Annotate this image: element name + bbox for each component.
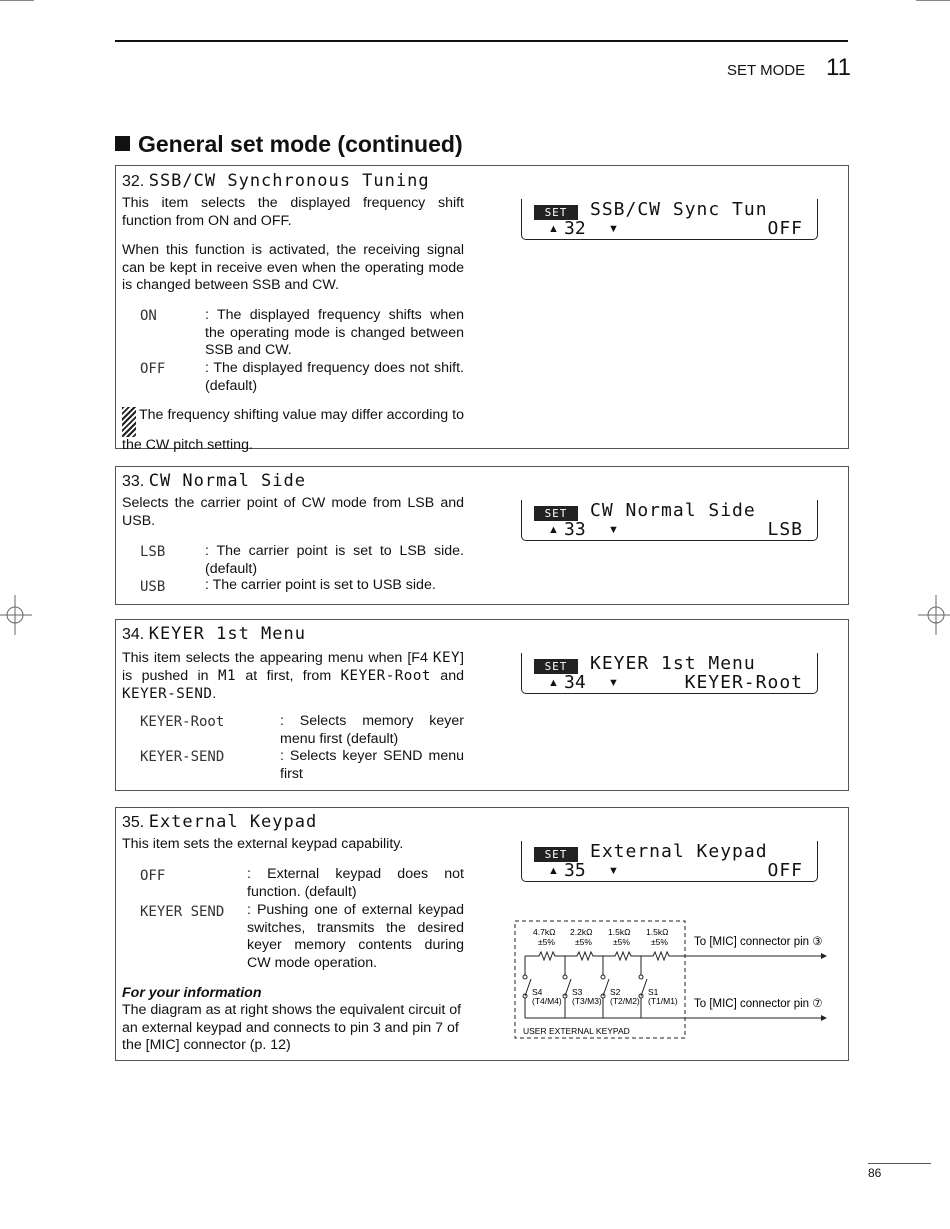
lcd-value: LSB: [767, 519, 803, 540]
item-34-p1: [122, 649, 464, 703]
r1-label: 4.7kΩ: [533, 927, 556, 937]
r1-tol: ±5%: [538, 937, 555, 947]
item-32-p1: This item selects the displayed frequency shift function from ON and OFF.: [122, 195, 464, 229]
lcd-line1: SSB/CW Sync Tun: [590, 199, 768, 220]
up-arrow-icon: ▲: [548, 223, 559, 235]
p1-send-label: KEYER-SEND: [122, 686, 213, 702]
s2-sub: (T2/M2): [610, 996, 640, 1006]
lcd-value: OFF: [767, 860, 803, 881]
item-35-opt1-desc: : External keypad does not function. (default): [247, 866, 464, 900]
p1-m1-label: M1: [217, 668, 237, 684]
down-arrow-icon: ▼: [608, 524, 619, 536]
arrow-icon-pin3: [821, 953, 827, 959]
header-section: SET MODE: [727, 62, 806, 79]
r3-tol: ±5%: [613, 937, 630, 947]
r4-tol: ±5%: [651, 937, 668, 947]
item-32-heading: [122, 173, 430, 191]
item-34-opt2-desc: : Selects keyer SEND menu first: [280, 748, 464, 782]
lcd-item-number: 35: [564, 860, 586, 881]
r2-label: 2.2kΩ: [570, 927, 593, 937]
item-32-number: 32.: [122, 173, 145, 190]
up-arrow-icon: ▲: [548, 865, 559, 877]
item-35-p1: This item sets the external keypad capability.: [122, 836, 404, 852]
p1-key-label: KEY: [432, 650, 461, 666]
registration-mark-left: [0, 595, 34, 635]
item-32-opt2-key: OFF: [140, 361, 166, 377]
p1-text-c: at first, from: [236, 668, 341, 684]
item-35-heading: [122, 814, 317, 832]
lcd-set-indicator: SET: [534, 847, 578, 862]
lcd-set-indicator: SET: [534, 659, 578, 674]
item-32-p2: When this function is activated, the receiving signal can be kept in receive even when the operating mode is changed between SSB and CW.: [122, 242, 464, 293]
item-35-info-title: For your information: [122, 985, 262, 1001]
s1-sub: (T1/M1): [648, 996, 678, 1006]
s3-sub: (T3/M3): [572, 996, 602, 1006]
item-34-opt2-key: KEYER-SEND: [140, 749, 225, 765]
item-34-lcd: [521, 653, 818, 694]
item-33-opt1-key: LSB: [140, 544, 166, 560]
s4-sub: (T4/M4): [532, 996, 562, 1006]
lcd-set-indicator: SET: [534, 205, 578, 220]
lcd-value: OFF: [767, 218, 803, 239]
item-35-box: [115, 807, 849, 1061]
p1-root-label: KEYER-Root: [340, 668, 431, 684]
pin7-label: To [MIC] connector pin ⑦: [694, 998, 823, 1010]
item-32-note: [122, 407, 464, 455]
item-34-opt1-key: KEYER-Root: [140, 714, 225, 730]
footer-rule: [868, 1163, 931, 1164]
item-32-opt1-desc: : The displayed frequency shifts when the operating mode is changed between SSB and CW.: [205, 307, 464, 358]
down-arrow-icon: ▼: [608, 223, 619, 235]
header-rule: [115, 40, 848, 42]
lcd-line1: KEYER 1st Menu: [590, 653, 756, 674]
up-arrow-icon: ▲: [548, 524, 559, 536]
lcd-item-number: 34: [564, 672, 586, 693]
lcd-value: KEYER-Root: [684, 672, 803, 693]
item-34-title: KEYER 1st Menu: [148, 624, 306, 644]
item-34-number: 34.: [122, 626, 145, 643]
item-33-number: 33.: [122, 473, 145, 490]
lcd-line1: External Keypad: [590, 841, 768, 862]
s1-label: S1: [648, 987, 659, 997]
item-32-opt2-desc: : The displayed frequency does not shift. (default): [205, 360, 464, 394]
item-33-p1: Selects the carrier point of CW mode from LSB and USB.: [122, 495, 464, 529]
down-arrow-icon: ▼: [608, 677, 619, 689]
r3-label: 1.5kΩ: [608, 927, 631, 937]
item-32-lcd: [521, 199, 818, 240]
item-35-lcd: [521, 841, 818, 882]
up-arrow-icon: ▲: [548, 677, 559, 689]
item-35-info-text: The diagram as at right shows the equivalent circuit of an external keypad and connects to pin 3 and pin 7 of the [MIC] connector (p. 12): [122, 1002, 462, 1053]
item-35-title: External Keypad: [148, 812, 318, 832]
note-icon: [122, 407, 136, 437]
section-title: [115, 131, 463, 158]
p1-text-d: and: [430, 668, 464, 684]
s4-label: S4: [532, 987, 543, 997]
lcd-item-number: 32: [564, 218, 586, 239]
keypad-circuit-diagram: [511, 918, 831, 1043]
registration-mark-right: [918, 595, 950, 635]
square-bullet-icon: [115, 136, 130, 151]
item-35-number: 35.: [122, 814, 145, 831]
s2-label: S2: [610, 987, 621, 997]
arrow-icon-pin7: [821, 1015, 827, 1021]
r2-tol: ±5%: [575, 937, 592, 947]
item-33-box: [115, 466, 849, 605]
item-34-box: [115, 619, 849, 791]
lcd-set-indicator: SET: [534, 506, 578, 521]
item-32-box: [115, 165, 849, 453]
item-33-opt2-desc: : The carrier point is set to USB side.: [205, 577, 436, 593]
page-number: 86: [868, 1166, 882, 1180]
item-35-opt1-key: OFF: [140, 868, 166, 884]
header-chapter: 11: [826, 54, 851, 81]
item-33-title: CW Normal Side: [148, 471, 306, 491]
keypad-box-label: USER EXTERNAL KEYPAD: [523, 1026, 630, 1036]
item-33-opt2-key: USB: [140, 579, 166, 595]
p1-text-b: ] is pushed in: [122, 650, 464, 684]
item-34-opt1-desc: : Selects memory keyer menu first (default): [280, 713, 464, 747]
item-35-opt2-desc: : Pushing one of external keypad switches, transmits the desired keyer memory contents during CW mode operation.: [247, 902, 464, 971]
item-32-opt1-key: ON: [140, 308, 157, 324]
lcd-item-number: 33: [564, 519, 586, 540]
p1-text-e: .: [212, 686, 217, 702]
item-33-opt1-desc: : The carrier point is set to LSB side. (default): [205, 543, 464, 577]
down-arrow-icon: ▼: [608, 865, 619, 877]
lcd-line1: CW Normal Side: [590, 500, 756, 521]
r4-label: 1.5kΩ: [646, 927, 669, 937]
item-32-title: SSB/CW Synchronous Tuning: [148, 171, 430, 191]
item-33-lcd: [521, 500, 818, 541]
item-35-opt2-key: KEYER SEND: [140, 904, 225, 920]
p1-text-a: This item selects the appearing menu when [F4: [122, 650, 433, 666]
corner-mark-tr: [916, 0, 950, 1]
s3-label: S3: [572, 987, 583, 997]
item-34-heading: [122, 626, 306, 644]
item-32-note-text: The frequency shifting value may differ according to the CW pitch setting.: [122, 407, 464, 453]
section-title-text: General set mode (continued): [138, 131, 463, 157]
item-33-heading: [122, 473, 306, 491]
corner-mark-tl: [0, 0, 34, 1]
pin3-label: To [MIC] connector pin ③: [694, 936, 823, 948]
